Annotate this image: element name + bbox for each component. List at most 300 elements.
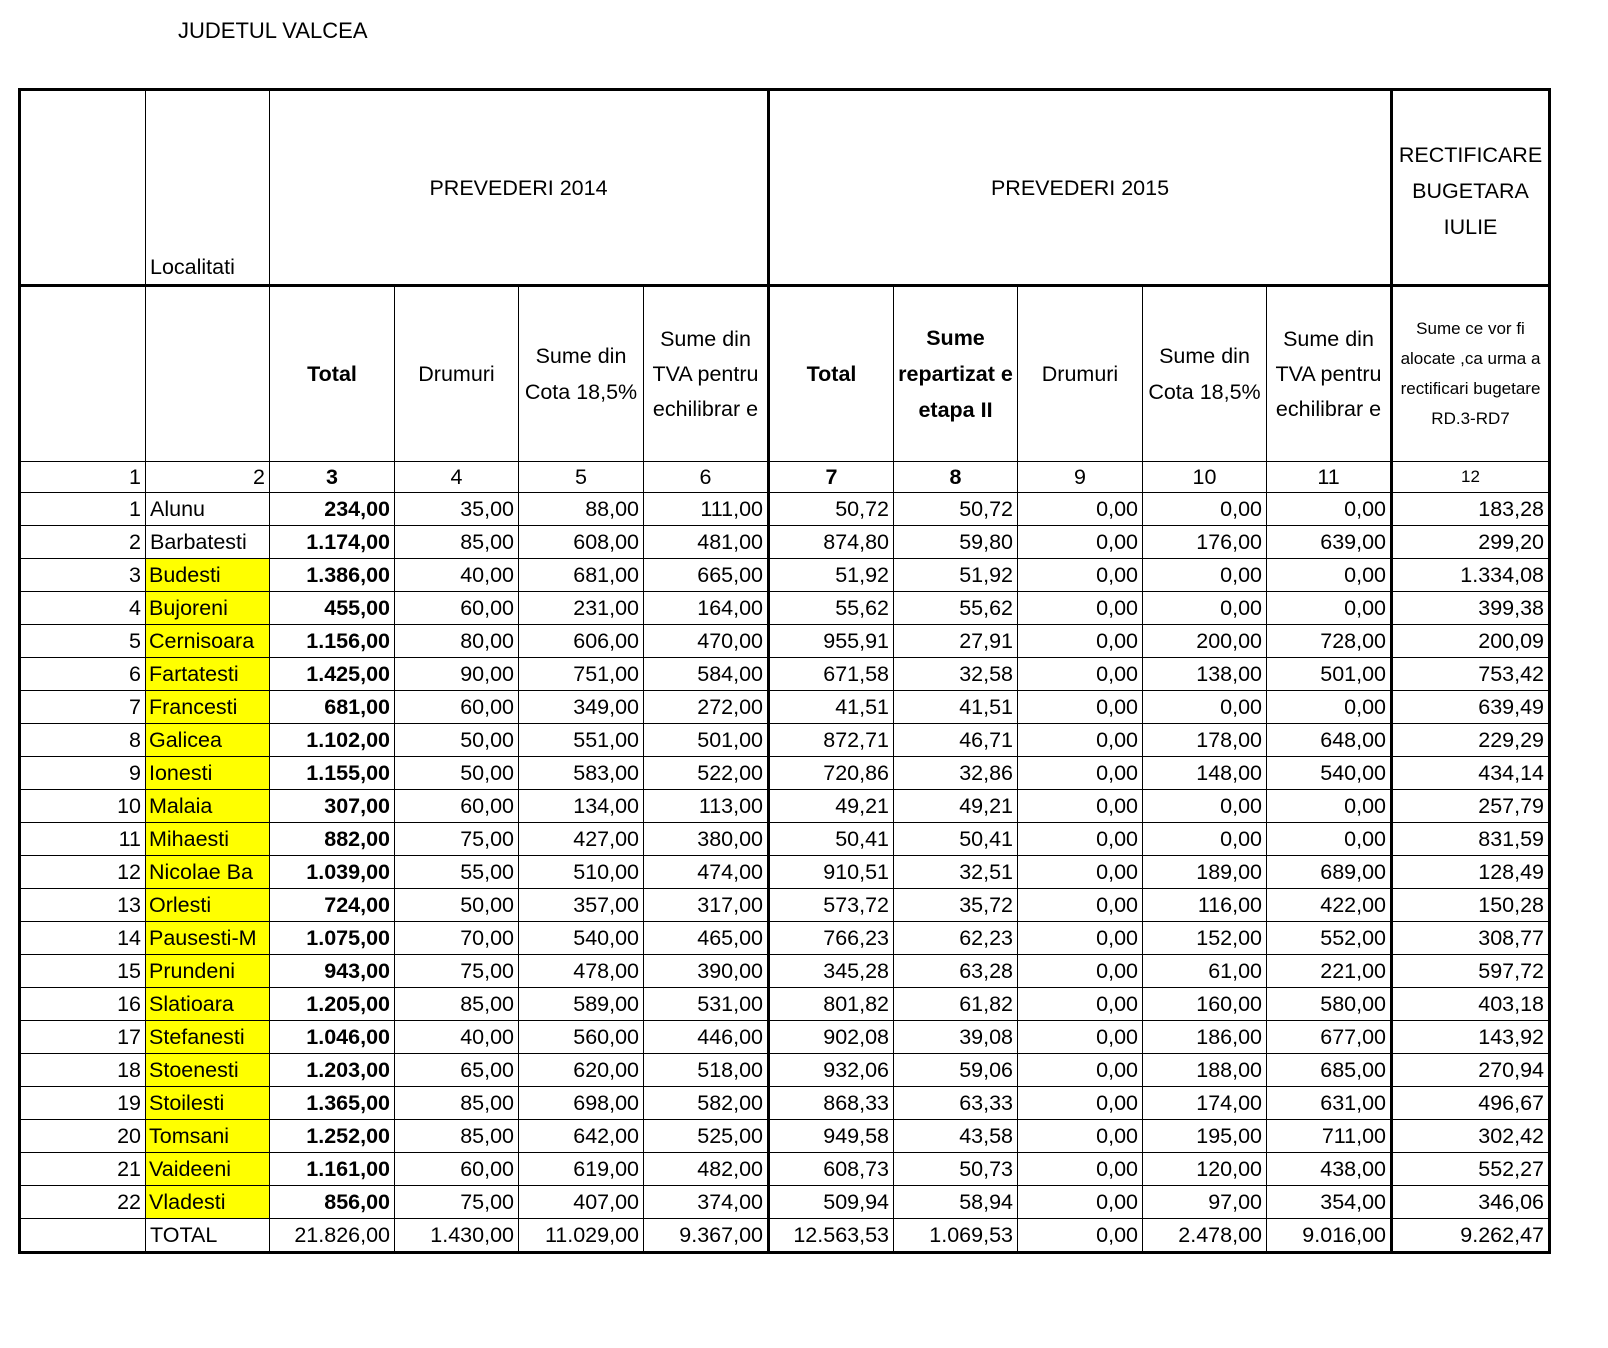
row-number: 21 [20,1153,146,1186]
cell-c9: 0,00 [1018,1021,1143,1054]
cell-c7: 509,94 [769,1186,894,1219]
table-row [20,988,1550,1021]
locality-name: Nicolae Ba [146,856,270,889]
cell-c5: 619,00 [519,1153,644,1186]
header-localitati: Localitati [146,90,270,286]
cell-c11: 677,00 [1267,1021,1392,1054]
column-index-cell: 1 [20,462,146,493]
cell-c3: 1.203,00 [270,1054,395,1087]
cell-c6: 390,00 [644,955,769,988]
cell-c12: 183,28 [1392,493,1550,526]
subheader-blank-nr [20,286,146,462]
table-row [20,922,1550,955]
cell-c7: 872,71 [769,724,894,757]
table-row [20,856,1550,889]
header-rectificare: RECTIFICARE BUGETARA IULIE [1392,90,1550,286]
cell-c12: 270,94 [1392,1054,1550,1087]
locality-name: Mihaesti [146,823,270,856]
row-number: 7 [20,691,146,724]
locality-name: Galicea [146,724,270,757]
total-c5: 11.029,00 [519,1219,644,1253]
cell-c9: 0,00 [1018,724,1143,757]
cell-c11: 711,00 [1267,1120,1392,1153]
cell-c12: 831,59 [1392,823,1550,856]
row-number: 9 [20,757,146,790]
cell-c3: 724,00 [270,889,395,922]
cell-c7: 766,23 [769,922,894,955]
cell-c10: 148,00 [1143,757,1267,790]
cell-c7: 50,41 [769,823,894,856]
cell-c3: 1.252,00 [270,1120,395,1153]
header-blank-cell [20,90,146,286]
column-index-row [20,462,1550,493]
row-number: 15 [20,955,146,988]
locality-name: Stoenesti [146,1054,270,1087]
locality-name: Vladesti [146,1186,270,1219]
locality-name: Fartatesti [146,658,270,691]
cell-c8: 32,86 [894,757,1018,790]
locality-name: Orlesti [146,889,270,922]
subheader-blank-name [146,286,270,462]
cell-c8: 59,06 [894,1054,1018,1087]
col-header-cota-2014: Sume din Cota 18,5% [519,286,644,462]
cell-c11: 221,00 [1267,955,1392,988]
cell-c12: 434,14 [1392,757,1550,790]
locality-name: Cernisoara [146,625,270,658]
cell-c6: 446,00 [644,1021,769,1054]
cell-c6: 481,00 [644,526,769,559]
cell-c4: 70,00 [395,922,519,955]
table-row [20,1153,1550,1186]
cell-c4: 50,00 [395,757,519,790]
cell-c10: 0,00 [1143,790,1267,823]
cell-c5: 349,00 [519,691,644,724]
cell-c10: 0,00 [1143,559,1267,592]
cell-c3: 234,00 [270,493,395,526]
cell-c12: 150,28 [1392,889,1550,922]
cell-c7: 955,91 [769,625,894,658]
col-header-total-2015: Total [769,286,894,462]
table-row [20,955,1550,988]
cell-c12: 552,27 [1392,1153,1550,1186]
cell-c9: 0,00 [1018,823,1143,856]
cell-c4: 60,00 [395,592,519,625]
cell-c12: 399,38 [1392,592,1550,625]
cell-c10: 160,00 [1143,988,1267,1021]
cell-c9: 0,00 [1018,790,1143,823]
cell-c5: 583,00 [519,757,644,790]
row-number: 6 [20,658,146,691]
table-row [20,1054,1550,1087]
cell-c4: 80,00 [395,625,519,658]
table-row [20,1021,1550,1054]
locality-name: Prundeni [146,955,270,988]
cell-c6: 518,00 [644,1054,769,1087]
cell-c10: 188,00 [1143,1054,1267,1087]
locality-name: Stoilesti [146,1087,270,1120]
cell-c10: 0,00 [1143,592,1267,625]
table-row [20,559,1550,592]
cell-c7: 608,73 [769,1153,894,1186]
row-number: 10 [20,790,146,823]
cell-c6: 380,00 [644,823,769,856]
cell-c5: 681,00 [519,559,644,592]
table-row [20,1186,1550,1219]
cell-c11: 0,00 [1267,691,1392,724]
cell-c4: 50,00 [395,889,519,922]
cell-c3: 1.156,00 [270,625,395,658]
cell-c11: 580,00 [1267,988,1392,1021]
table-row [20,1120,1550,1153]
cell-c11: 0,00 [1267,790,1392,823]
cell-c8: 50,73 [894,1153,1018,1186]
cell-c11: 354,00 [1267,1186,1392,1219]
cell-c10: 0,00 [1143,691,1267,724]
cell-c4: 50,00 [395,724,519,757]
cell-c11: 0,00 [1267,559,1392,592]
cell-c5: 88,00 [519,493,644,526]
total-c3: 21.826,00 [270,1219,395,1253]
cell-c8: 55,62 [894,592,1018,625]
cell-c12: 753,42 [1392,658,1550,691]
cell-c3: 1.075,00 [270,922,395,955]
cell-c9: 0,00 [1018,757,1143,790]
cell-c7: 874,80 [769,526,894,559]
locality-name: Alunu [146,493,270,526]
cell-c6: 164,00 [644,592,769,625]
cell-c9: 0,00 [1018,625,1143,658]
total-c10: 2.478,00 [1143,1219,1267,1253]
cell-c5: 407,00 [519,1186,644,1219]
cell-c3: 1.205,00 [270,988,395,1021]
cell-c8: 62,23 [894,922,1018,955]
cell-c7: 345,28 [769,955,894,988]
cell-c10: 97,00 [1143,1186,1267,1219]
table-row [20,724,1550,757]
cell-c9: 0,00 [1018,559,1143,592]
row-number: 18 [20,1054,146,1087]
cell-c4: 65,00 [395,1054,519,1087]
col-header-rectificare: Sume ce vor fi alocate ,ca urma a rectificari bugetare RD.3-RD7 [1392,286,1550,462]
cell-c9: 0,00 [1018,691,1143,724]
col-header-repartizate-2015: Sume repartizat e etapa II [894,286,1018,462]
cell-c8: 50,41 [894,823,1018,856]
cell-c7: 55,62 [769,592,894,625]
table-row [20,493,1550,526]
table-row [20,757,1550,790]
cell-c7: 41,51 [769,691,894,724]
cell-c8: 50,72 [894,493,1018,526]
cell-c5: 608,00 [519,526,644,559]
table-row [20,691,1550,724]
locality-name: Ionesti [146,757,270,790]
cell-c9: 0,00 [1018,1186,1143,1219]
locality-name: Bujoreni [146,592,270,625]
cell-c11: 501,00 [1267,658,1392,691]
column-index-cell: 8 [894,462,1018,493]
cell-c8: 35,72 [894,889,1018,922]
row-number: 5 [20,625,146,658]
cell-c8: 63,28 [894,955,1018,988]
cell-c3: 681,00 [270,691,395,724]
cell-c9: 0,00 [1018,493,1143,526]
table-row [20,526,1550,559]
cell-c7: 51,92 [769,559,894,592]
cell-c12: 143,92 [1392,1021,1550,1054]
budget-table [18,88,1551,1254]
header-prevederi-2015: PREVEDERI 2015 [769,90,1392,286]
cell-c10: 195,00 [1143,1120,1267,1153]
cell-c9: 0,00 [1018,889,1143,922]
row-number: 1 [20,493,146,526]
cell-c7: 902,08 [769,1021,894,1054]
cell-c7: 573,72 [769,889,894,922]
cell-c8: 39,08 [894,1021,1018,1054]
cell-c11: 438,00 [1267,1153,1392,1186]
cell-c11: 639,00 [1267,526,1392,559]
total-c11: 9.016,00 [1267,1219,1392,1253]
cell-c10: 138,00 [1143,658,1267,691]
cell-c4: 60,00 [395,691,519,724]
cell-c4: 85,00 [395,1120,519,1153]
row-number: 20 [20,1120,146,1153]
locality-name: Tomsani [146,1120,270,1153]
cell-c12: 128,49 [1392,856,1550,889]
cell-c8: 49,21 [894,790,1018,823]
cell-c8: 61,82 [894,988,1018,1021]
cell-c10: 200,00 [1143,625,1267,658]
row-number: 2 [20,526,146,559]
cell-c12: 200,09 [1392,625,1550,658]
cell-c4: 75,00 [395,955,519,988]
cell-c6: 665,00 [644,559,769,592]
cell-c12: 346,06 [1392,1186,1550,1219]
cell-c6: 482,00 [644,1153,769,1186]
cell-c4: 85,00 [395,526,519,559]
cell-c5: 606,00 [519,625,644,658]
row-number: 8 [20,724,146,757]
locality-name: Stefanesti [146,1021,270,1054]
cell-c7: 932,06 [769,1054,894,1087]
table-row [20,625,1550,658]
cell-c3: 307,00 [270,790,395,823]
locality-name: Slatioara [146,988,270,1021]
row-number: 16 [20,988,146,1021]
row-number: 22 [20,1186,146,1219]
cell-c5: 560,00 [519,1021,644,1054]
cell-c3: 856,00 [270,1186,395,1219]
row-number: 17 [20,1021,146,1054]
col-header-drumuri-2015: Drumuri [1018,286,1143,462]
cell-c4: 75,00 [395,823,519,856]
cell-c9: 0,00 [1018,1120,1143,1153]
cell-c9: 0,00 [1018,988,1143,1021]
cell-c10: 178,00 [1143,724,1267,757]
cell-c3: 1.425,00 [270,658,395,691]
total-c6: 9.367,00 [644,1219,769,1253]
cell-c5: 231,00 [519,592,644,625]
cell-c3: 1.046,00 [270,1021,395,1054]
cell-c9: 0,00 [1018,1153,1143,1186]
row-number: 13 [20,889,146,922]
cell-c7: 671,58 [769,658,894,691]
cell-c10: 0,00 [1143,823,1267,856]
row-number: 11 [20,823,146,856]
column-index-cell: 7 [769,462,894,493]
cell-c11: 631,00 [1267,1087,1392,1120]
cell-c9: 0,00 [1018,526,1143,559]
cell-c3: 1.155,00 [270,757,395,790]
total-label: TOTAL [146,1219,270,1253]
cell-c8: 41,51 [894,691,1018,724]
cell-c4: 85,00 [395,1087,519,1120]
cell-c5: 540,00 [519,922,644,955]
cell-c12: 496,67 [1392,1087,1550,1120]
cell-c7: 910,51 [769,856,894,889]
cell-c10: 186,00 [1143,1021,1267,1054]
column-index-cell: 12 [1392,462,1550,493]
cell-c3: 1.102,00 [270,724,395,757]
cell-c4: 55,00 [395,856,519,889]
total-c8: 1.069,53 [894,1219,1018,1253]
cell-c7: 50,72 [769,493,894,526]
cell-c3: 1.174,00 [270,526,395,559]
cell-c4: 85,00 [395,988,519,1021]
cell-c3: 943,00 [270,955,395,988]
cell-c10: 0,00 [1143,493,1267,526]
column-index-cell: 11 [1267,462,1392,493]
cell-c6: 474,00 [644,856,769,889]
cell-c4: 75,00 [395,1186,519,1219]
cell-c4: 40,00 [395,559,519,592]
cell-c3: 1.365,00 [270,1087,395,1120]
cell-c4: 60,00 [395,1153,519,1186]
column-index-cell: 9 [1018,462,1143,493]
cell-c6: 465,00 [644,922,769,955]
cell-c7: 720,86 [769,757,894,790]
cell-c11: 728,00 [1267,625,1392,658]
total-c9: 0,00 [1018,1219,1143,1253]
cell-c8: 43,58 [894,1120,1018,1153]
table-row [20,592,1550,625]
cell-c5: 620,00 [519,1054,644,1087]
column-index-cell: 6 [644,462,769,493]
table-row [20,823,1550,856]
cell-c6: 531,00 [644,988,769,1021]
cell-c12: 1.334,08 [1392,559,1550,592]
column-index-cell: 5 [519,462,644,493]
cell-c12: 257,79 [1392,790,1550,823]
cell-c3: 455,00 [270,592,395,625]
cell-c6: 525,00 [644,1120,769,1153]
cell-c9: 0,00 [1018,1054,1143,1087]
cell-c10: 189,00 [1143,856,1267,889]
row-number: 12 [20,856,146,889]
locality-name: Barbatesti [146,526,270,559]
cell-c8: 51,92 [894,559,1018,592]
cell-c9: 0,00 [1018,922,1143,955]
cell-c5: 751,00 [519,658,644,691]
column-index-cell: 2 [146,462,270,493]
cell-c3: 1.386,00 [270,559,395,592]
cell-c7: 801,82 [769,988,894,1021]
cell-c5: 427,00 [519,823,644,856]
cell-c3: 1.161,00 [270,1153,395,1186]
table-row [20,1087,1550,1120]
cell-c12: 403,18 [1392,988,1550,1021]
locality-name: Pausesti-M [146,922,270,955]
cell-c6: 470,00 [644,625,769,658]
cell-c12: 639,49 [1392,691,1550,724]
cell-c8: 59,80 [894,526,1018,559]
total-c4: 1.430,00 [395,1219,519,1253]
cell-c3: 882,00 [270,823,395,856]
cell-c9: 0,00 [1018,856,1143,889]
column-index-cell: 3 [270,462,395,493]
cell-c8: 27,91 [894,625,1018,658]
col-header-tva-2015: Sume din TVA pentru echilibrar e [1267,286,1392,462]
cell-c6: 111,00 [644,493,769,526]
cell-c5: 551,00 [519,724,644,757]
cell-c6: 582,00 [644,1087,769,1120]
col-header-total-2014: Total [270,286,395,462]
cell-c7: 49,21 [769,790,894,823]
cell-c5: 698,00 [519,1087,644,1120]
row-number: 3 [20,559,146,592]
cell-c4: 90,00 [395,658,519,691]
cell-c11: 0,00 [1267,493,1392,526]
cell-c6: 522,00 [644,757,769,790]
cell-c11: 648,00 [1267,724,1392,757]
cell-c6: 501,00 [644,724,769,757]
cell-c12: 308,77 [1392,922,1550,955]
cell-c12: 597,72 [1392,955,1550,988]
cell-c4: 60,00 [395,790,519,823]
cell-c10: 120,00 [1143,1153,1267,1186]
column-index-cell: 4 [395,462,519,493]
col-header-cota-2015: Sume din Cota 18,5% [1143,286,1267,462]
row-number: 19 [20,1087,146,1120]
locality-name: Budesti [146,559,270,592]
table-row [20,889,1550,922]
cell-c9: 0,00 [1018,1087,1143,1120]
cell-c12: 229,29 [1392,724,1550,757]
cell-c6: 584,00 [644,658,769,691]
cell-c10: 116,00 [1143,889,1267,922]
header-prevederi-2014: PREVEDERI 2014 [270,90,769,286]
col-header-drumuri-2014: Drumuri [395,286,519,462]
cell-c11: 540,00 [1267,757,1392,790]
cell-c7: 868,33 [769,1087,894,1120]
total-c12: 9.262,47 [1392,1219,1550,1253]
cell-c5: 589,00 [519,988,644,1021]
cell-c7: 949,58 [769,1120,894,1153]
cell-c10: 174,00 [1143,1087,1267,1120]
cell-c4: 40,00 [395,1021,519,1054]
total-row [20,1219,1550,1253]
cell-c8: 58,94 [894,1186,1018,1219]
total-c7: 12.563,53 [769,1219,894,1253]
cell-c11: 689,00 [1267,856,1392,889]
cell-c12: 299,20 [1392,526,1550,559]
locality-name: Vaideeni [146,1153,270,1186]
table-row [20,658,1550,691]
cell-c5: 510,00 [519,856,644,889]
cell-c10: 176,00 [1143,526,1267,559]
cell-c10: 61,00 [1143,955,1267,988]
column-index-cell: 10 [1143,462,1267,493]
cell-c9: 0,00 [1018,955,1143,988]
